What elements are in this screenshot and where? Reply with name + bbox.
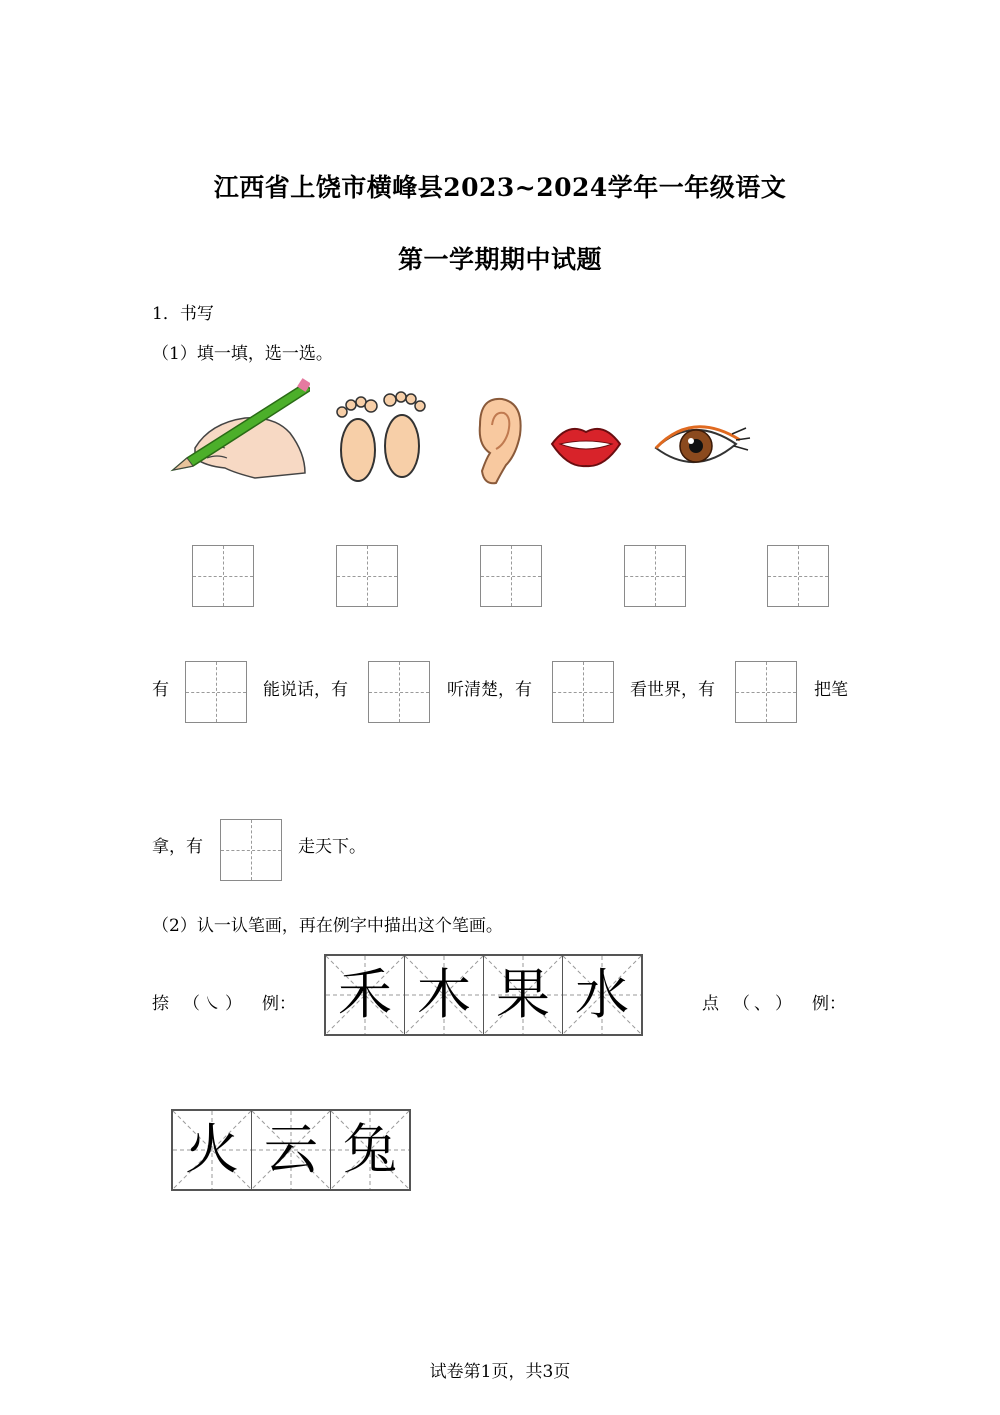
stroke-paren-close: ） bbox=[225, 994, 242, 1014]
example-character: 禾 bbox=[338, 963, 392, 1026]
stroke-paren-open: （ bbox=[733, 994, 750, 1014]
na-example-cell-3[interactable] bbox=[484, 956, 563, 1034]
answer-box-5[interactable] bbox=[767, 545, 829, 607]
eye-icon bbox=[652, 418, 752, 476]
fill-box-2[interactable] bbox=[368, 661, 430, 723]
sentence-text: 走天下。 bbox=[298, 837, 366, 857]
stroke-na-label bbox=[152, 994, 296, 1014]
stroke-name: 点 bbox=[702, 994, 719, 1014]
stroke-paren-close: ） bbox=[775, 994, 792, 1014]
example-character: 火 bbox=[185, 1118, 239, 1181]
stroke-paren-open: （ bbox=[183, 994, 200, 1014]
sentence-text: 拿，有 bbox=[152, 837, 203, 857]
question-1-heading: 1．书写 bbox=[152, 304, 214, 324]
stroke-glyph: ㇏ bbox=[204, 994, 221, 1014]
stroke-glyph: 、 bbox=[754, 994, 771, 1014]
feet-icon bbox=[334, 390, 429, 485]
sentence-text: 有 bbox=[152, 680, 169, 700]
example-character: 水 bbox=[575, 963, 629, 1026]
answer-box-1[interactable] bbox=[192, 545, 254, 607]
answer-box-4[interactable] bbox=[624, 545, 686, 607]
example-character: 兔 bbox=[343, 1118, 397, 1181]
dian-example-cell-1[interactable] bbox=[173, 1111, 252, 1189]
answer-box-2[interactable] bbox=[336, 545, 398, 607]
sentence-text: 能说话，有 bbox=[263, 680, 348, 700]
fill-box-4[interactable] bbox=[735, 661, 797, 723]
mouth-icon bbox=[550, 420, 622, 470]
example-character: 木 bbox=[417, 963, 471, 1026]
page-subtitle: 第一学期期中试题 bbox=[397, 245, 602, 274]
na-example-cell-2[interactable] bbox=[405, 956, 484, 1034]
sentence-text: 看世界，有 bbox=[630, 680, 715, 700]
fill-box-1[interactable] bbox=[185, 661, 247, 723]
page-footer: 试卷第1页，共3页 bbox=[429, 1362, 571, 1382]
na-example-cell-4[interactable] bbox=[563, 956, 641, 1034]
answer-box-3[interactable] bbox=[480, 545, 542, 607]
stroke-dian-label bbox=[702, 994, 846, 1014]
ear-icon bbox=[470, 395, 525, 487]
na-example-cell-1[interactable] bbox=[326, 956, 405, 1034]
dian-example-cell-3[interactable] bbox=[331, 1111, 409, 1189]
stroke-name: 捺 bbox=[152, 994, 169, 1014]
fill-box-3[interactable] bbox=[552, 661, 614, 723]
sentence-text: 听清楚，有 bbox=[447, 680, 532, 700]
hand-writing-with-pencil-icon bbox=[165, 378, 310, 483]
part-1-label: （1）填一填，选一选。 bbox=[152, 344, 333, 364]
example-label: 例： bbox=[812, 994, 846, 1014]
mizige-dian-examples bbox=[171, 1109, 411, 1191]
dian-example-cell-2[interactable] bbox=[252, 1111, 331, 1189]
mizige-na-examples bbox=[324, 954, 643, 1036]
page-title: 江西省上饶市横峰县2023~2024学年一年级语文 bbox=[213, 173, 787, 202]
example-character: 云 bbox=[264, 1118, 318, 1181]
example-label: 例： bbox=[262, 994, 296, 1014]
sentence-text: 把笔 bbox=[814, 680, 848, 700]
fill-box-5[interactable] bbox=[220, 819, 282, 881]
part-2-label: （2）认一认笔画，再在例字中描出这个笔画。 bbox=[152, 916, 503, 936]
example-character: 果 bbox=[496, 963, 550, 1026]
